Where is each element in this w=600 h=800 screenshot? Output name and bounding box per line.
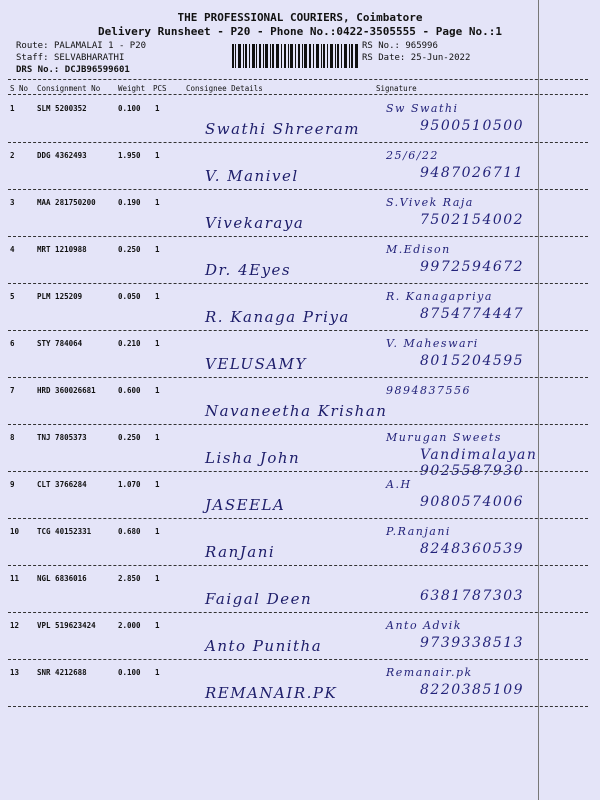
signature-scribble: 25/6/22: [386, 149, 439, 162]
consignee-name: VELUSAMY: [205, 355, 307, 373]
route-label: Route:: [16, 41, 49, 51]
row-pcs: 1: [155, 480, 160, 489]
row-consignment: SNR 4212688: [37, 668, 87, 677]
header-rule-top: [8, 79, 588, 80]
signature-scribble: Sw Swathi: [386, 102, 459, 115]
consignee-name: V. Manivel: [205, 167, 299, 185]
row-consignment: TCG 40152331: [37, 527, 92, 536]
row-sno: 5: [10, 292, 15, 301]
table-row: [0, 472, 600, 519]
row-consignment: STY 784064: [37, 339, 83, 348]
row-divider: [8, 706, 588, 707]
row-weight: 0.100: [118, 104, 141, 113]
row-pcs: 1: [155, 386, 160, 395]
signature-scribble: S.Vivek Raja: [386, 196, 474, 209]
table-row: [0, 96, 600, 143]
signature-phone: 8220385109: [420, 682, 525, 698]
rs-date-label: RS Date:: [362, 53, 406, 63]
row-sno: 12: [10, 621, 20, 630]
row-sno: 13: [10, 668, 20, 677]
signature-phone: 6381787303: [420, 588, 525, 604]
col-consignment: Consignment No: [37, 84, 101, 93]
consignee-name: Navaneetha Krishan: [205, 402, 388, 420]
staff-label: Staff:: [16, 53, 49, 63]
table-row: [0, 613, 600, 660]
company-title: THE PROFESSIONAL COURIERS, Coimbatore: [177, 11, 423, 24]
route-value: PALAMALAI 1 - P20: [53, 41, 147, 51]
row-weight: 2.850: [118, 574, 141, 583]
consignee-name: R. Kanaga Priya: [205, 308, 350, 326]
row-sno: 7: [10, 386, 15, 395]
row-pcs: 1: [155, 527, 160, 536]
row-consignment: DDG 4362493: [37, 151, 87, 160]
table-row: [0, 331, 600, 378]
table-row: [0, 143, 600, 190]
row-sno: 11: [10, 574, 20, 583]
staff-value: SELVABHARATHI: [53, 53, 125, 63]
row-consignment: MRT 1210988: [37, 245, 87, 254]
row-sno: 9: [10, 480, 15, 489]
consignee-name: JASEELA: [205, 496, 286, 514]
signature-scribble: R. Kanagapriya: [386, 290, 493, 303]
col-pcs: PCS: [153, 84, 167, 93]
header-rule-bottom: [8, 94, 588, 95]
row-weight: 0.210: [118, 339, 141, 348]
row-weight: 0.190: [118, 198, 141, 207]
consignee-name: Anto Punitha: [205, 637, 323, 655]
signature-phone: 9487026711: [420, 165, 525, 181]
row-consignment: NGL 6836016: [37, 574, 87, 583]
row-weight: 2.000: [118, 621, 141, 630]
table-row: [0, 378, 600, 425]
row-pcs: 1: [155, 104, 160, 113]
row-pcs: 1: [155, 151, 160, 160]
row-weight: 0.050: [118, 292, 141, 301]
row-consignment: SLM 5200352: [37, 104, 87, 113]
consignee-name: Dr. 4Eyes: [205, 261, 292, 279]
signature-phone: 9080574006: [420, 494, 525, 510]
col-consignee: Consignee Details: [186, 84, 263, 93]
row-sno: 8: [10, 433, 15, 442]
rs-date-info: [362, 52, 470, 65]
drs-label: DRS No.:: [16, 65, 60, 75]
signature-scribble: Anto Advik: [386, 619, 462, 632]
row-sno: 4: [10, 245, 15, 254]
row-consignment: TNJ 7805373: [37, 433, 87, 442]
rs-no-label: RS No.:: [362, 41, 400, 51]
table-row: [0, 190, 600, 237]
drs-value: DCJB96599601: [64, 65, 130, 75]
consignee-name: RanJani: [205, 543, 276, 561]
row-pcs: 1: [155, 621, 160, 630]
signature-phone: 8754774447: [420, 306, 525, 322]
row-weight: 1.070: [118, 480, 141, 489]
barcode: [232, 44, 358, 68]
row-consignment: HRD 360026681: [37, 386, 96, 395]
row-consignment: MAA 281750200: [37, 198, 96, 207]
row-sno: 10: [10, 527, 20, 536]
row-weight: 1.950: [118, 151, 141, 160]
col-signature: Signature: [376, 84, 417, 93]
row-weight: 0.250: [118, 245, 141, 254]
row-pcs: 1: [155, 292, 160, 301]
table-row: [0, 566, 600, 613]
rs-no-value: 965996: [405, 41, 438, 51]
row-sno: 1: [10, 104, 15, 113]
signature-phone: 7502154002: [420, 212, 525, 228]
row-weight: 0.680: [118, 527, 141, 536]
consignee-name: REMANAIR.PK: [205, 684, 338, 702]
consignee-name: Vivekaraya: [205, 214, 305, 232]
signature-scribble: 9894837556: [386, 384, 471, 397]
rs-date-value: 25-Jun-2022: [410, 53, 471, 63]
row-sno: 6: [10, 339, 15, 348]
signature-scribble: V. Maheswari: [386, 337, 479, 350]
consignee-name: Swathi Shreeram: [205, 120, 361, 138]
signature-phone: 9972594672: [420, 259, 525, 275]
row-pcs: 1: [155, 574, 160, 583]
row-consignment: VPL 519623424: [37, 621, 96, 630]
row-weight: 0.250: [118, 433, 141, 442]
consignee-name: Lisha John: [205, 449, 301, 467]
table-row: [0, 519, 600, 566]
row-pcs: 1: [155, 433, 160, 442]
signature-scribble: M.Edison: [386, 243, 451, 256]
signature-phone: 8015204595: [420, 353, 525, 369]
col-sno: S No: [10, 84, 29, 93]
table-row: [0, 425, 600, 479]
row-pcs: 1: [155, 245, 160, 254]
col-weight: Weight: [118, 84, 146, 93]
table-row: [0, 660, 600, 707]
signature-scribble: P.Ranjani: [386, 525, 451, 538]
table-row: [0, 284, 600, 331]
signature-phone: Vandimalayan 9025587930: [420, 447, 538, 479]
row-pcs: 1: [155, 198, 160, 207]
signature-scribble: Remanair.pk: [386, 666, 473, 679]
row-pcs: 1: [155, 668, 160, 677]
row-sno: 3: [10, 198, 15, 207]
signature-phone: 9500510500: [420, 118, 525, 134]
signature-phone: 9739338513: [420, 635, 525, 651]
signature-scribble: Murugan Sweets: [386, 431, 502, 444]
table-row: [0, 237, 600, 284]
row-consignment: CLT 3766284: [37, 480, 87, 489]
row-sno: 2: [10, 151, 15, 160]
signature-scribble: A.H: [386, 478, 412, 491]
signature-phone: 8248360539: [420, 541, 525, 557]
row-consignment: PLM 125209: [37, 292, 83, 301]
runsheet-subtitle: Delivery Runsheet - P20 - Phone No.:0422-3505555 - Page No.:1: [98, 25, 502, 38]
row-pcs: 1: [155, 339, 160, 348]
drs-info: [16, 64, 130, 77]
consignee-name: Faigal Deen: [205, 590, 313, 608]
row-weight: 0.100: [118, 668, 141, 677]
row-weight: 0.600: [118, 386, 141, 395]
